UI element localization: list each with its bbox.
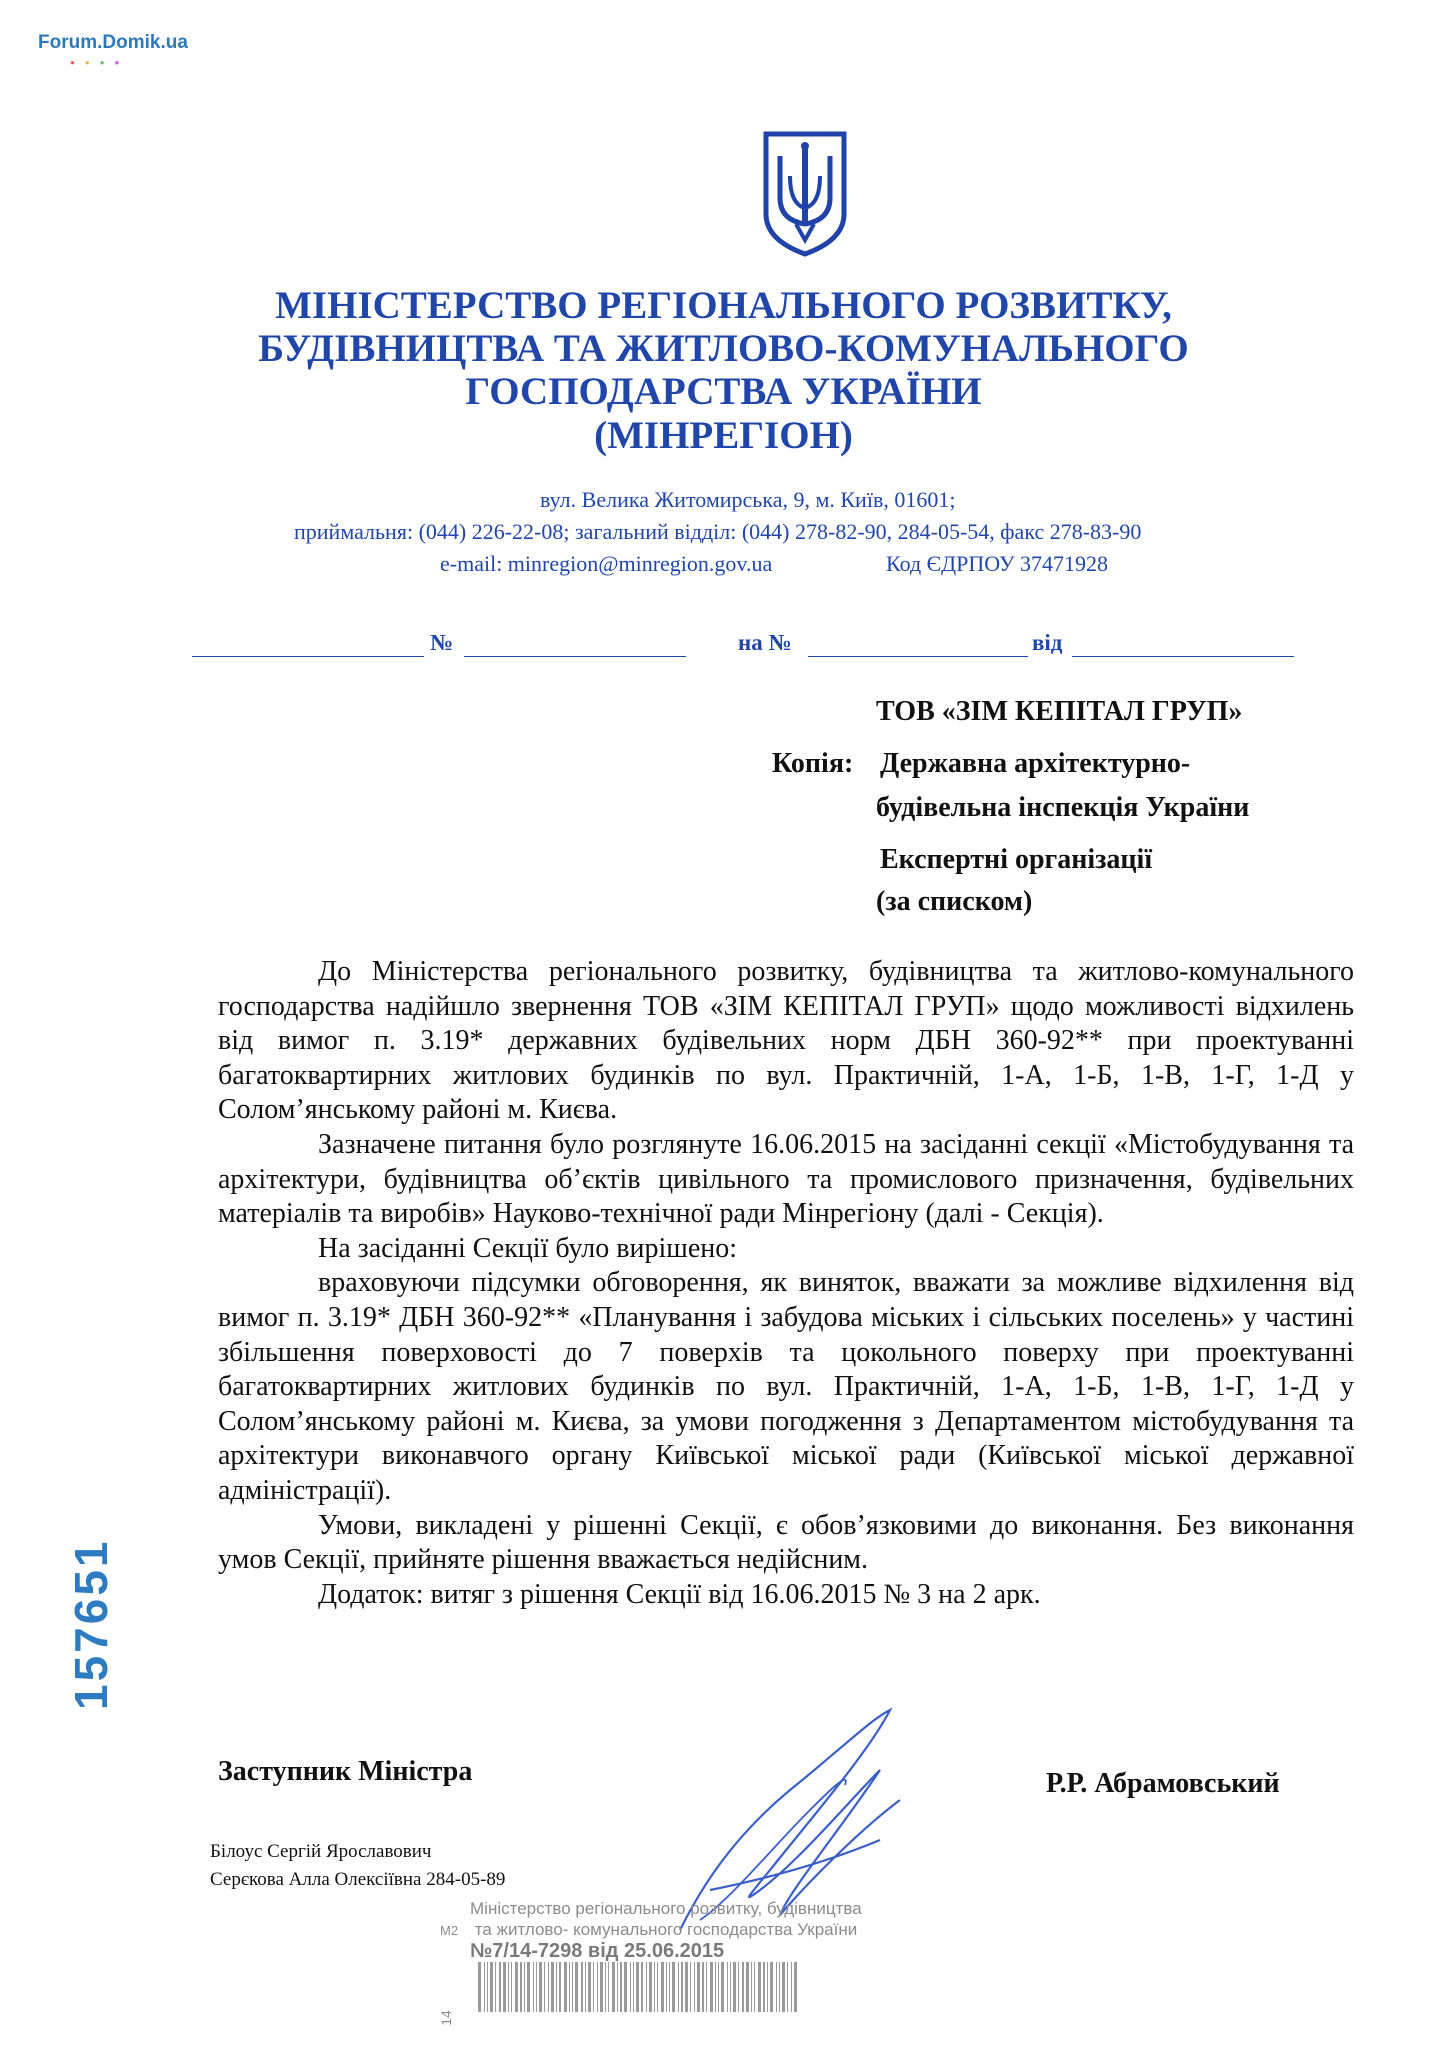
barcode-bar	[641, 1962, 643, 2012]
barcode-bar	[649, 1962, 652, 2012]
attachment-note: Додаток: витяг з рішення Секції від 16.06.2015 № 3 на 2 арк.	[318, 1578, 1041, 1610]
barcode-bar	[597, 1962, 598, 2012]
executor-line-1: Білоус Сергій Ярославович	[210, 1841, 432, 1862]
copy-recipient-1-line1: Державна архітектурно-	[880, 748, 1191, 779]
barcode-bar	[495, 1962, 496, 2012]
copy-recipient-2-line1: Експертні організації	[880, 844, 1153, 875]
barcode-bar	[581, 1962, 583, 2012]
barcode-bar	[791, 1962, 792, 2012]
outgoing-number-blank-line	[464, 656, 686, 657]
ministry-name-line3: ГОСПОДАРСТВА УКРАЇНИ	[465, 370, 982, 413]
barcode-bar	[559, 1962, 561, 2012]
barcode-bar	[487, 1962, 488, 2012]
barcode-bar	[533, 1962, 534, 2012]
barcode-bar	[776, 1962, 777, 2012]
barcode-bar	[681, 1962, 683, 2012]
body-paragraph-5: Умови, викладені у рішенні Секції, є обов’язковими до виконання. Без виконання умов Секції, прийняте рішення вважається недійсним.	[218, 1509, 1354, 1576]
barcode-bar	[608, 1962, 609, 2012]
registration-stamp	[440, 1898, 862, 1962]
barcode-bar	[630, 1962, 631, 2012]
from-date-blank-line	[1072, 656, 1294, 657]
outgoing-number-label: №	[430, 630, 454, 655]
barcode-bar	[657, 1962, 658, 2012]
barcode-bar	[697, 1962, 700, 2012]
barcode-bar	[575, 1962, 578, 2012]
barcode-bar	[678, 1962, 679, 2012]
barcode-bar	[721, 1962, 724, 2012]
barcode-bar	[593, 1962, 594, 2012]
barcode-bar	[702, 1962, 704, 2012]
barcode-bar	[569, 1962, 570, 2012]
incoming-stamp-number: 157651	[65, 1538, 117, 1710]
barcode-bar	[503, 1962, 506, 2012]
barcode	[478, 1962, 798, 2012]
barcode-bar	[572, 1962, 573, 2012]
registration-stamp-line1: Міністерство регіонального розвитку, будівництва	[470, 1899, 862, 1918]
watermark-dots: ●●●●	[70, 58, 130, 67]
registration-side-number: 14	[437, 2010, 454, 2026]
ministry-address: вул. Велика Житомирська, 9, м. Київ, 01601;	[540, 487, 956, 512]
barcode-bar	[690, 1962, 691, 2012]
trident-coat-of-arms-icon	[760, 128, 850, 258]
barcode-bar	[672, 1962, 675, 2012]
registration-stamp-number: №7/14-7298 від 25.06.2015	[470, 1940, 725, 1962]
from-date-label: від	[1032, 630, 1063, 655]
barcode-bar	[782, 1962, 785, 2012]
copy-recipient-1-line2: будівельна інспекція України	[876, 792, 1250, 823]
barcode-bar	[524, 1962, 525, 2012]
signatory-position: Заступник Міністра	[218, 1756, 473, 1787]
barcode-bar	[511, 1962, 512, 2012]
barcode-bar	[779, 1962, 780, 2012]
barcode-bar	[654, 1962, 655, 2012]
barcode-bar	[548, 1962, 549, 2012]
barcode-bar	[746, 1962, 749, 2012]
incoming-number-label: на №	[738, 630, 792, 655]
barcode-bar	[484, 1962, 485, 2012]
registration-stamp-line2: та житлово- комунального господарства України	[474, 1920, 858, 1939]
barcode-bar	[794, 1962, 797, 2012]
ministry-email: e-mail: minregion@minregion.gov.ua	[440, 551, 773, 576]
barcode-bar	[738, 1962, 739, 2012]
barcode-bar	[588, 1962, 591, 2012]
barcode-bar	[727, 1962, 728, 2012]
barcode-bar	[646, 1962, 647, 2012]
body-paragraph-4: враховуючи підсумки обговорення, як виняток, вважати за можливе відхилення від вимог п. 3.19* ДБН 360-92** «Планування і забудова міських і сільських поселень» у частині збільшення поверховості до 7 поверхів та цокольного поверху при проектуванні багатоквартирних житлових будинків по вул. Практичній, 1-А, 1-Б, 1-В, 1-Г, 1-Д у Солом’янському районі м. Києва, за умови погодження з Департаментом містобудування та архітектури виконавчого органу Київської міської ради (Київської міської державної адміністрації).	[218, 1267, 1354, 1506]
ministry-name-line1: МІНІСТЕРСТВО РЕГІОНАЛЬНОГО РОЗВИТКУ,	[275, 284, 1172, 327]
barcode-bar	[710, 1962, 713, 2012]
barcode-bar	[556, 1962, 557, 2012]
ministry-phones: приймальня: (044) 226-22-08; загальний відділ: (044) 278-82-90, 284-05-54, факс 278-83-90	[294, 519, 1142, 544]
barcode-bar	[478, 1962, 481, 2012]
barcode-bar	[715, 1962, 716, 2012]
barcode-bar	[539, 1962, 542, 2012]
barcode-bar	[508, 1962, 509, 2012]
barcode-bar	[733, 1962, 736, 2012]
barcode-bar	[515, 1962, 518, 2012]
barcode-bar	[551, 1962, 554, 2012]
ministry-edrpou: Код ЄДРПОУ 37471928	[886, 551, 1109, 576]
barcode-bar	[633, 1962, 634, 2012]
barcode-bar	[718, 1962, 719, 2012]
registration-stamp-prefix: М2	[440, 1923, 459, 1938]
barcode-bar	[600, 1962, 603, 2012]
barcode-bar	[770, 1962, 773, 2012]
forum-watermark: Forum.Domik.ua	[38, 32, 188, 53]
ministry-short-name: (МІНРЕГІОН)	[594, 414, 853, 457]
barcode-bar	[636, 1962, 639, 2012]
barcode-bar	[520, 1962, 522, 2012]
barcode-bar	[617, 1962, 618, 2012]
barcode-bar	[612, 1962, 615, 2012]
barcode-bar	[661, 1962, 664, 2012]
registration-stamp-line2-row	[440, 1919, 862, 1941]
barcode-bar	[527, 1962, 530, 2012]
barcode-bar	[544, 1962, 545, 2012]
copy-label: Копія:	[772, 748, 854, 779]
body-paragraph-1: До Міністерства регіонального розвитку, будівництва та житлово-комунального господарства надійшло звернення ТОВ «ЗІМ КЕПІТАЛ ГРУП» щодо можливості відхилень від вимог п. 3.19* державних будівельних норм ДБН 360-92** при проектуванні багатоквартирних житлових будинків по вул. Практичній, 1-А, 1-Б, 1-В, 1-Г, 1-Д у Солом’янському районі м. Києва.	[218, 956, 1354, 1126]
barcode-bar	[585, 1962, 586, 2012]
signatory-name: Р.Р. Абрамовський	[1046, 1768, 1280, 1799]
barcode-bar	[605, 1962, 606, 2012]
barcode-bar	[694, 1962, 695, 2012]
barcode-bar	[685, 1962, 688, 2012]
barcode-bar	[763, 1962, 765, 2012]
recipient-main: ТОВ «ЗІМ КЕПІТАЛ ГРУП»	[876, 696, 1243, 727]
barcode-bar	[490, 1962, 493, 2012]
barcode-bar	[751, 1962, 752, 2012]
ministry-name-line2: БУДІВНИЦТВА ТА ЖИТЛОВО-КОМУНАЛЬНОГО	[258, 327, 1189, 370]
barcode-bar	[669, 1962, 670, 2012]
date-blank-line	[192, 656, 424, 657]
executor-line-2: Серєкова Алла Олексіївна 284-05-89	[210, 1869, 506, 1890]
barcode-bar	[754, 1962, 755, 2012]
barcode-bar	[758, 1962, 761, 2012]
barcode-bar	[666, 1962, 667, 2012]
barcode-bar	[767, 1962, 768, 2012]
barcode-bar	[730, 1962, 731, 2012]
barcode-bar	[742, 1962, 744, 2012]
body-paragraph-2: Зазначене питання було розглянуте 16.06.2015 на засіданні секції «Містобудування та архітектури, будівництва об’єктів цивільного та промислового призначення, будівельних матеріалів та виробів» Науково-технічної ради Мінрегіону (далі - Секція).	[218, 1128, 1354, 1230]
barcode-bar	[624, 1962, 627, 2012]
body-paragraph-3: На засіданні Секції було вирішено:	[318, 1232, 738, 1264]
incoming-number-blank-line	[808, 656, 1028, 657]
barcode-bar	[787, 1962, 788, 2012]
barcode-bar	[620, 1962, 622, 2012]
barcode-bar	[564, 1962, 567, 2012]
letter-body	[218, 955, 1354, 1612]
copy-recipient-2-line2: (за списком)	[876, 886, 1033, 917]
barcode-bar	[499, 1962, 501, 2012]
barcode-bar	[706, 1962, 707, 2012]
barcode-bar	[536, 1962, 537, 2012]
